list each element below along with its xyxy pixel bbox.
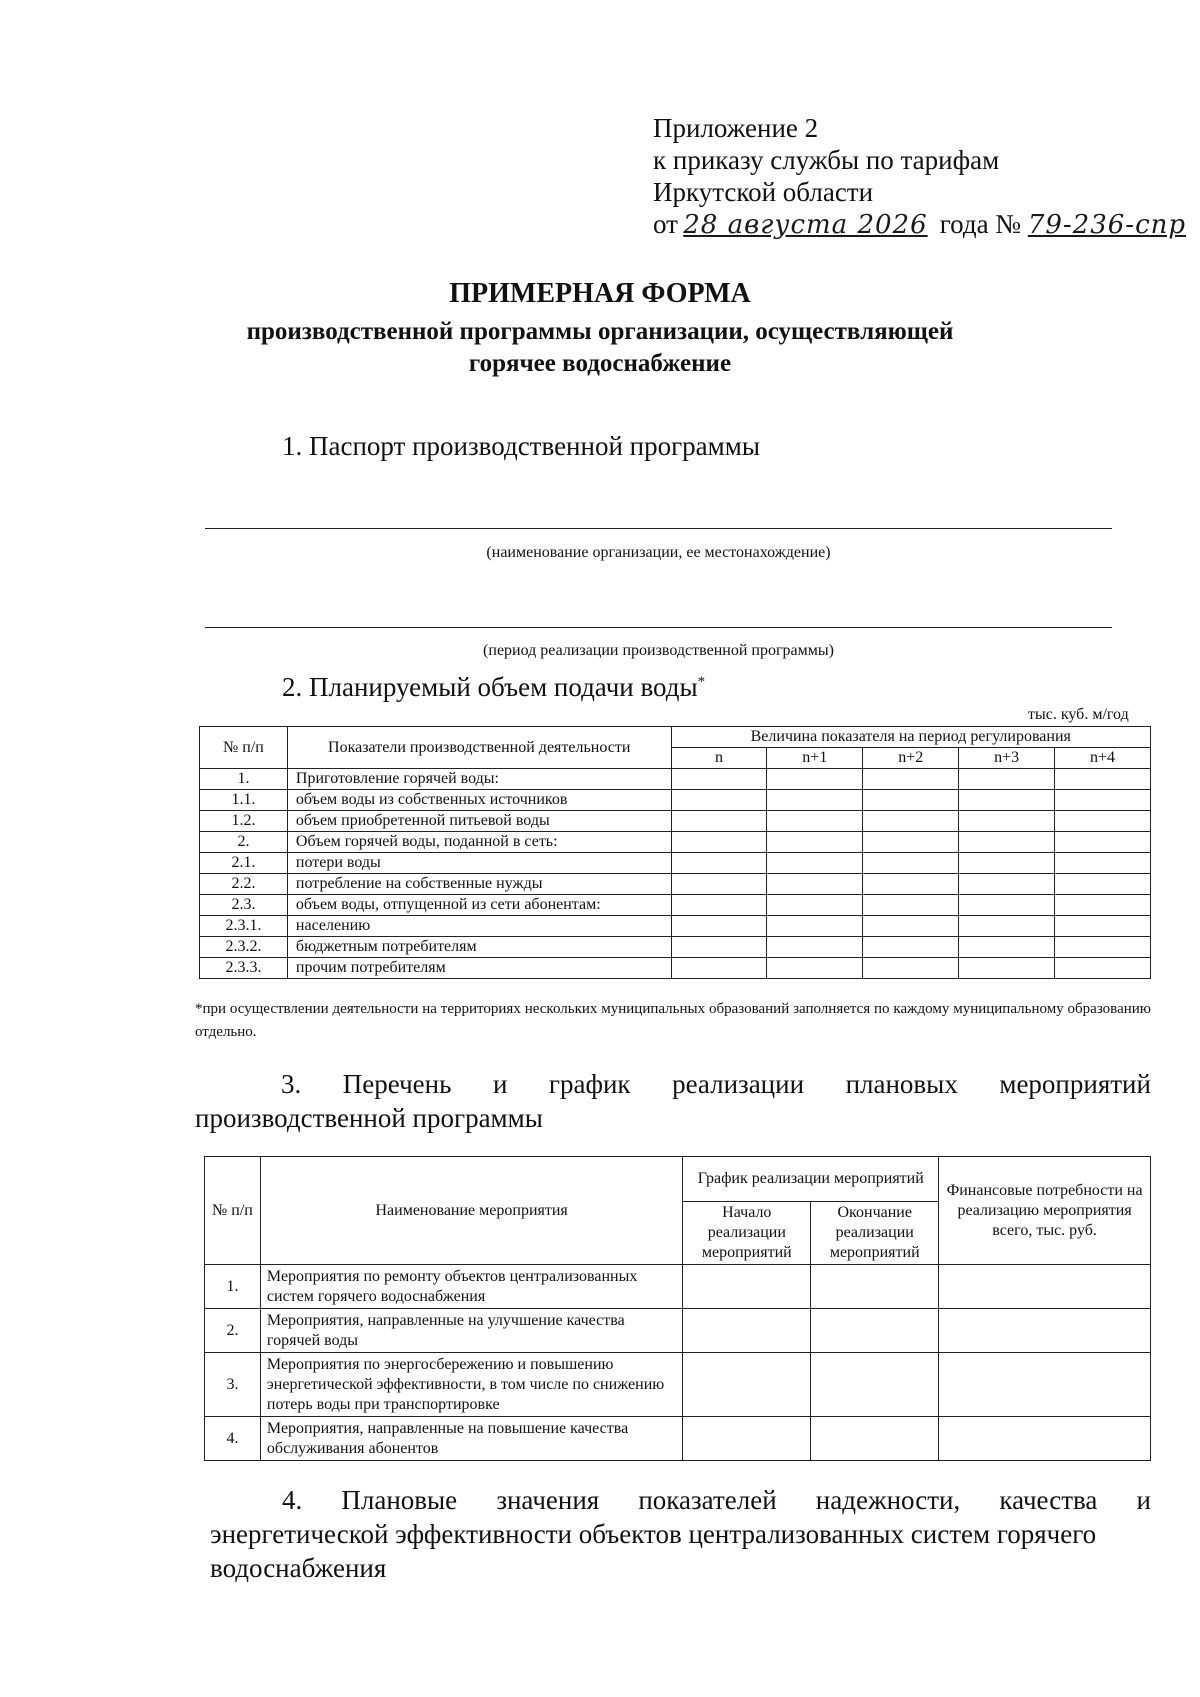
value-cell <box>767 895 863 916</box>
period-header: n+2 <box>863 748 959 769</box>
col-finance-header: Финансовые потребности на реализацию мероприятия всего, тыс. руб. <box>939 1157 1151 1265</box>
table-row <box>205 1417 1151 1461</box>
value-cell <box>959 811 1055 832</box>
appendix-line-3: Иркутской области <box>653 177 874 207</box>
start-cell <box>683 1417 811 1461</box>
finance-cell <box>939 1265 1151 1309</box>
start-cell <box>683 1353 811 1417</box>
table-row <box>200 790 1151 811</box>
row-num: 1.2. <box>200 811 288 832</box>
value-cell <box>767 769 863 790</box>
value-cell <box>767 853 863 874</box>
period-header: n+3 <box>959 748 1055 769</box>
row-label: бюджетным потребителям <box>287 937 671 958</box>
row-label: прочим потребителям <box>287 958 671 979</box>
value-cell <box>671 916 767 937</box>
value-cell <box>1055 832 1151 853</box>
table-row <box>200 769 1151 790</box>
value-cell <box>959 769 1055 790</box>
section-4-heading-line-1 <box>210 1483 1151 1517</box>
value-cell <box>767 874 863 895</box>
value-cell <box>671 769 767 790</box>
value-cell <box>959 916 1055 937</box>
row-num: 1.1. <box>200 790 288 811</box>
row-num: 3. <box>205 1353 261 1417</box>
section-4-heading-line-2: энергетической эффективности объектов централизованных систем горячего <box>210 1519 1097 1549</box>
table-row <box>200 958 1151 979</box>
heading-word: реализации <box>672 1069 805 1099</box>
row-label: объем приобретенной питьевой воды <box>287 811 671 832</box>
value-cell <box>863 937 959 958</box>
value-cell <box>863 832 959 853</box>
activities-table <box>204 1156 1151 1461</box>
value-cell <box>671 853 767 874</box>
value-cell <box>863 790 959 811</box>
value-cell <box>767 937 863 958</box>
water-volume-table <box>199 726 1151 979</box>
value-cell <box>767 790 863 811</box>
heading-word: качества <box>999 1485 1098 1515</box>
handwritten-date: 28 августа 2026 <box>683 210 928 240</box>
value-cell <box>767 916 863 937</box>
value-cell <box>767 958 863 979</box>
row-label: Мероприятия по энергосбережению и повышению энергетической эффективности, в том числе по снижению потерь воды при транспортировке <box>260 1353 682 1417</box>
heading-word: значения <box>496 1485 600 1515</box>
start-cell <box>683 1309 811 1353</box>
value-cell <box>1055 811 1151 832</box>
row-num: 2.3. <box>200 895 288 916</box>
value-cell <box>767 811 863 832</box>
row-num: 2. <box>205 1309 261 1353</box>
heading-word: и <box>1136 1485 1151 1515</box>
section-1-heading: 1. Паспорт производственной программы <box>282 431 760 461</box>
appendix-block <box>653 112 1186 241</box>
heading-word: график <box>548 1069 631 1099</box>
value-cell <box>1055 790 1151 811</box>
year-label: года № <box>939 209 1022 239</box>
period-fill-line <box>205 627 1112 628</box>
col-num-header: № п/п <box>205 1157 261 1265</box>
col-name-header: Наименование мероприятия <box>260 1157 682 1265</box>
footnote: *при осуществлении деятельности на территориях нескольких муниципальных образований заполняется по каждому муниципальному образованию отдельно. <box>195 1001 1151 1040</box>
value-cell <box>1055 916 1151 937</box>
value-cell <box>863 811 959 832</box>
section-2-heading-text: 2. Планируемый объем подачи воды <box>282 672 698 702</box>
table-row <box>200 853 1151 874</box>
value-cell <box>863 874 959 895</box>
col-end-header: Окончание реализации мероприятий <box>811 1202 939 1265</box>
value-cell <box>671 832 767 853</box>
value-cell <box>671 958 767 979</box>
end-cell <box>811 1353 939 1417</box>
row-num: 2. <box>200 832 288 853</box>
period-header: n+4 <box>1055 748 1151 769</box>
table-row <box>200 811 1151 832</box>
heading-word: и <box>492 1069 508 1099</box>
form-subtitle-line-1: производственной программы организации, осуществляющей <box>246 318 954 345</box>
heading-word: мероприятий <box>999 1069 1151 1099</box>
section-4-heading <box>210 1483 1151 1585</box>
value-cell <box>959 958 1055 979</box>
row-label: Мероприятия, направленные на улучшение качества горячей воды <box>260 1309 682 1353</box>
heading-word: надежности, <box>815 1485 961 1515</box>
row-num: 2.3.2. <box>200 937 288 958</box>
appendix-line-2: к приказу службы по тарифам <box>653 145 1000 175</box>
row-num: 4. <box>205 1417 261 1461</box>
value-cell <box>863 958 959 979</box>
value-cell <box>671 811 767 832</box>
heading-word: 3. <box>281 1069 302 1099</box>
form-subtitle-line-2: горячее водоснабжение <box>468 350 732 377</box>
end-cell <box>811 1265 939 1309</box>
row-num: 1. <box>200 769 288 790</box>
col-start-header: Начало реализации мероприятий <box>683 1202 811 1265</box>
row-label: населению <box>287 916 671 937</box>
value-cell <box>1055 937 1151 958</box>
table-row <box>205 1309 1151 1353</box>
col-period-group-header: Величина показателя на период регулирования <box>671 727 1150 748</box>
value-cell <box>767 832 863 853</box>
appendix-order-line <box>653 208 1186 241</box>
section-4-heading-line-3: водоснабжения <box>210 1553 387 1583</box>
value-cell <box>671 895 767 916</box>
from-label: от <box>653 209 678 239</box>
value-cell <box>863 853 959 874</box>
row-label: объем воды из собственных источников <box>287 790 671 811</box>
value-cell <box>959 832 1055 853</box>
period-caption: (период реализации производственной программы) <box>483 642 834 659</box>
col-num-header: № п/п <box>200 727 288 769</box>
row-label: Объем горячей воды, поданной в сеть: <box>287 832 671 853</box>
col-indicators-header: Показатели производственной деятельности <box>287 727 671 769</box>
table-row <box>200 916 1151 937</box>
value-cell <box>959 874 1055 895</box>
section-3-heading-line-2: производственной программы <box>195 1103 543 1133</box>
finance-cell <box>939 1353 1151 1417</box>
row-label: Приготовление горячей воды: <box>287 769 671 790</box>
footnote-mark: * <box>697 674 706 690</box>
row-num: 2.3.3. <box>200 958 288 979</box>
org-name-caption: (наименование организации, ее местонахождение) <box>486 544 831 561</box>
finance-cell <box>939 1417 1151 1461</box>
table-row <box>200 937 1151 958</box>
row-label: Мероприятия, направленные на повышение качества обслуживания абонентов <box>260 1417 682 1461</box>
period-header: n <box>671 748 767 769</box>
row-label: потребление на собственные нужды <box>287 874 671 895</box>
heading-word: Перечень <box>342 1069 452 1099</box>
heading-word: 4. <box>282 1485 303 1515</box>
row-label: потери воды <box>287 853 671 874</box>
value-cell <box>1055 895 1151 916</box>
value-cell <box>671 874 767 895</box>
value-cell <box>1055 874 1151 895</box>
row-label: Мероприятия по ремонту объектов централизованных систем горячего водоснабжения <box>260 1265 682 1309</box>
heading-word: Плановые <box>341 1485 458 1515</box>
heading-word: показателей <box>638 1485 777 1515</box>
value-cell <box>671 790 767 811</box>
end-cell <box>811 1309 939 1353</box>
value-cell <box>671 937 767 958</box>
row-num: 2.3.1. <box>200 916 288 937</box>
start-cell <box>683 1265 811 1309</box>
end-cell <box>811 1417 939 1461</box>
table-row <box>205 1353 1151 1417</box>
value-cell <box>959 937 1055 958</box>
value-cell <box>863 769 959 790</box>
value-cell <box>959 895 1055 916</box>
table-row <box>200 895 1151 916</box>
row-num: 2.2. <box>200 874 288 895</box>
section-2-heading <box>282 672 705 703</box>
section-3-heading <box>195 1067 1151 1135</box>
heading-word: плановых <box>845 1069 958 1099</box>
form-title: ПРИМЕРНАЯ ФОРМА <box>449 278 751 309</box>
section-3-heading-line-1 <box>195 1067 1151 1101</box>
value-cell <box>1055 769 1151 790</box>
handwritten-order-number: 79-236-спр <box>1027 210 1187 240</box>
table-row <box>205 1265 1151 1309</box>
unit-label: тыс. куб. м/год <box>1028 706 1129 723</box>
value-cell <box>863 916 959 937</box>
value-cell <box>1055 853 1151 874</box>
row-num: 1. <box>205 1265 261 1309</box>
period-header: n+1 <box>767 748 863 769</box>
col-schedule-header: График реализации мероприятий <box>683 1157 939 1202</box>
row-label: объем воды, отпущенной из сети абонентам: <box>287 895 671 916</box>
table-row <box>200 874 1151 895</box>
table-row <box>200 832 1151 853</box>
finance-cell <box>939 1309 1151 1353</box>
row-num: 2.1. <box>200 853 288 874</box>
appendix-line-1: Приложение 2 <box>653 113 819 143</box>
org-name-fill-line <box>205 528 1112 529</box>
value-cell <box>863 895 959 916</box>
value-cell <box>1055 958 1151 979</box>
value-cell <box>959 853 1055 874</box>
value-cell <box>959 790 1055 811</box>
